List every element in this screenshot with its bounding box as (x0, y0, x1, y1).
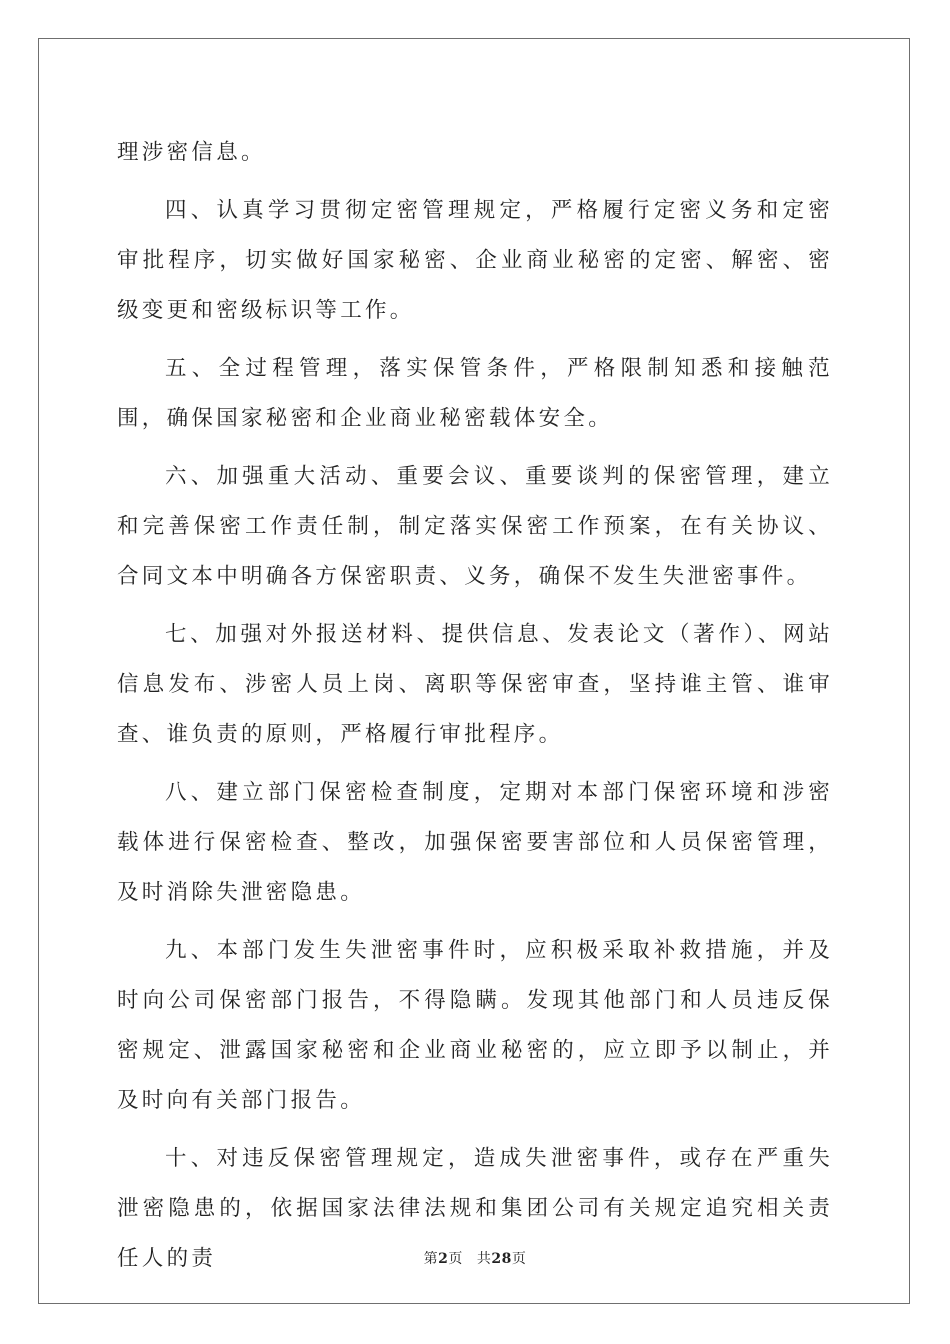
paragraph: 九、本部门发生失泄密事件时，应积极采取补救措施，并及时向公司保密部门报告，不得隐瞒。发现其他部门和人员违反保密规定、泄露国家秘密和企业商业秘密的，应立即予以制止，并及时向有关部门报告。 (117, 938, 833, 1113)
page-suffix: 页 (448, 1251, 463, 1267)
page-footer (0, 1248, 950, 1268)
paragraph: 理涉密信息。 (117, 140, 266, 165)
page-prefix: 第 (423, 1251, 439, 1267)
paragraph: 八、建立部门保密检查制度，定期对本部门保密环境和涉密载体进行保密检查、整改，加强保密要害部位和人员保密管理，及时消除失泄密隐患。 (117, 780, 833, 905)
paragraph: 五、全过程管理，落实保管条件，严格限制知悉和接触范围，确保国家秘密和企业商业秘密载体安全。 (117, 356, 833, 431)
document-body (117, 128, 833, 1292)
page-number: 2 (438, 1251, 449, 1267)
paragraph: 六、加强重大活动、重要会议、重要谈判的保密管理，建立和完善保密工作责任制，制定落实保密工作预案，在有关协议、合同文本中明确各方保密职责、义务，确保不发生失泄密事件。 (117, 464, 833, 589)
total-suffix: 页 (511, 1251, 527, 1267)
total-pages: 28 (491, 1251, 512, 1267)
paragraph: 十、对违反保密管理规定，造成失泄密事件，或存在严重失泄密隐患的，依据国家法律法规和集团公司有关规定追究相关责任人的责 (117, 1146, 833, 1271)
paragraph: 七、加强对外报送材料、提供信息、发表论文（著作）、网站信息发布、涉密人员上岗、离职等保密审查，坚持谁主管、谁审查、谁负责的原则，严格履行审批程序。 (117, 622, 833, 747)
paragraph: 四、认真学习贯彻定密管理规定，严格履行定密义务和定密审批程序，切实做好国家秘密、企业商业秘密的定密、解密、密级变更和密级标识等工作。 (117, 198, 833, 323)
total-prefix: 共 (476, 1251, 492, 1267)
